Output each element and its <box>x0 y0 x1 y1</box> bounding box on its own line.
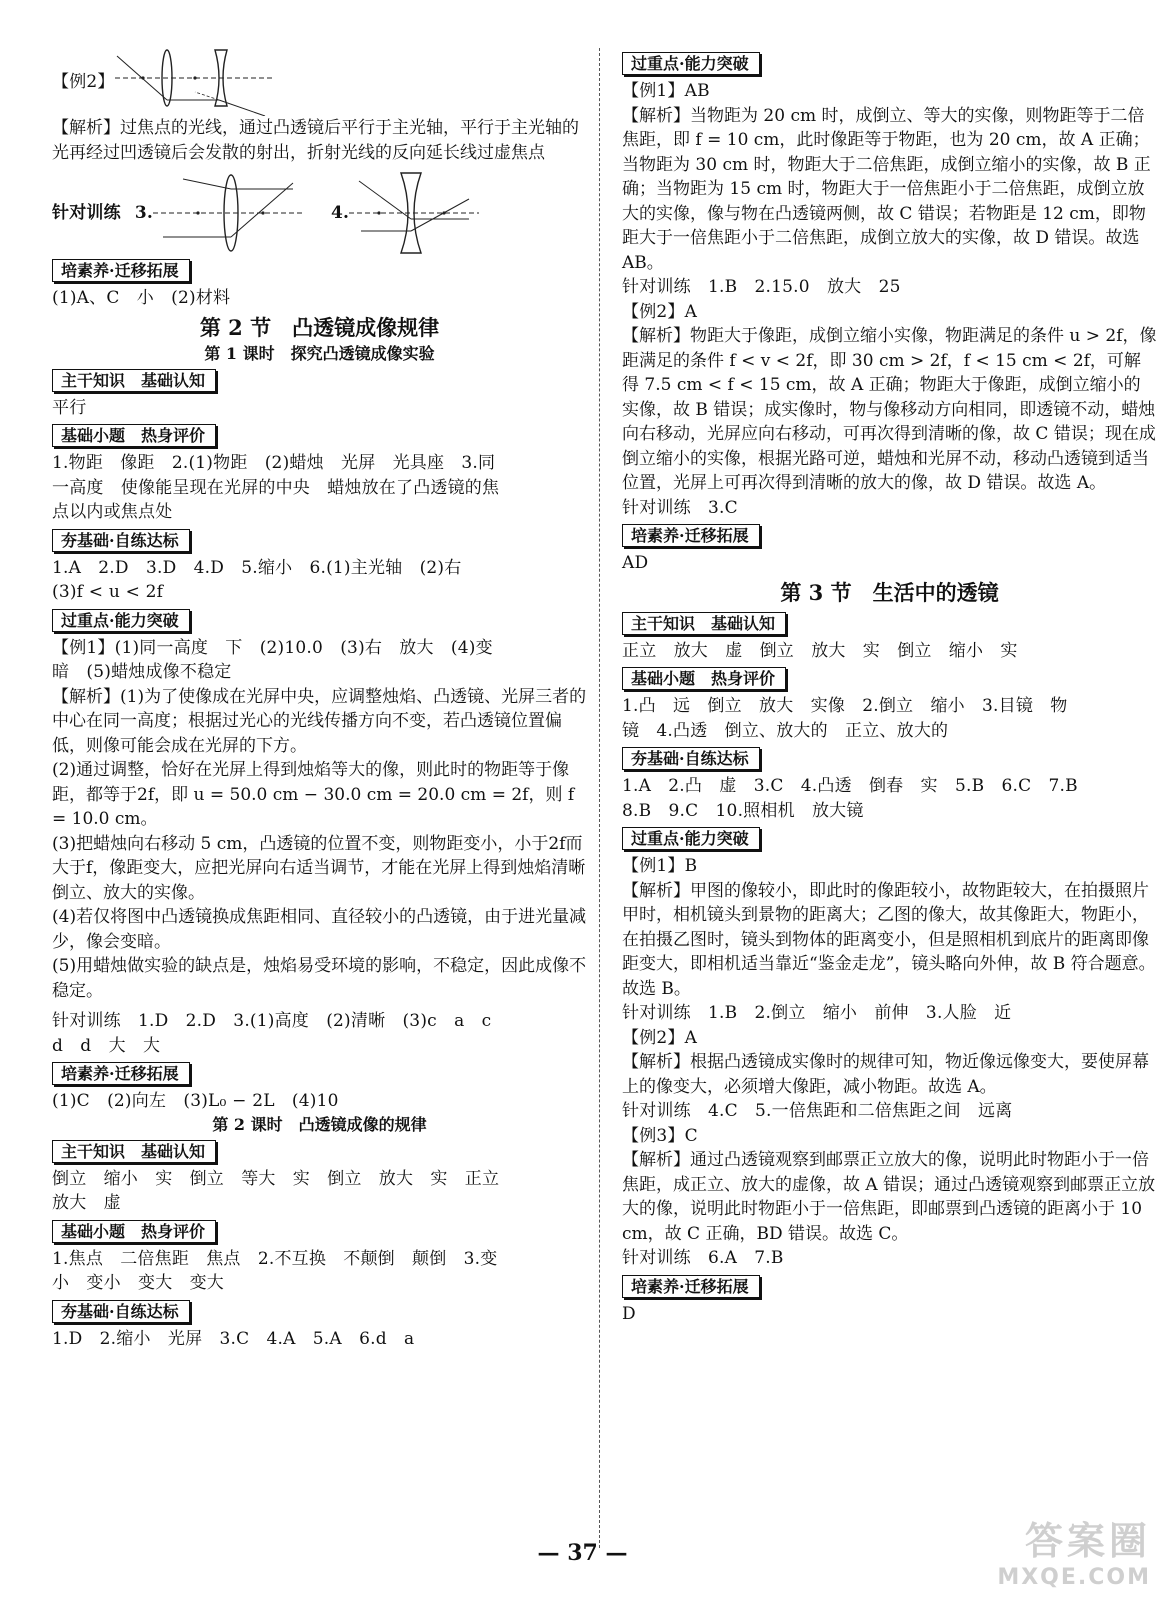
jichu-line: 一高度 使像能呈现在光屏的中央 蜡烛放在了凸透镜的焦 <box>52 477 500 498</box>
example-1-analysis: (2)通过调整，恰好在光屏上得到烛焰等大的像，则此时的物距等于像距，都等于2f，即 u = 50.0 cm − 30.0 cm = 20.0 cm = 2f，则 f = 10.0 cm。 <box>52 760 575 829</box>
training-answers: d d 大 大 <box>52 1035 161 1056</box>
jichu-line: 小 变小 变大 变大 <box>52 1273 224 1293</box>
peiyang-answer: (1)C (2)向左 (3)L₀ − 2L (4)10 <box>52 1091 339 1111</box>
duoji-line: 1.D 2.缩小 光屏 3.C 4.A 5.A 6.d a <box>52 1328 415 1349</box>
section-box-peiyang: 培素养·迁移拓展 <box>52 259 190 282</box>
zhugan-answer: 平行 <box>52 397 87 418</box>
zhugan-answer: 倒立 缩小 实 倒立 等大 实 倒立 放大 实 正立 <box>52 1168 500 1189</box>
training-answers: 针对训练 1.D 2.D 3.(1)高度 (2)清晰 (3)c a c <box>52 1011 492 1031</box>
section-box-guozhong: 过重点·能力突破 <box>622 52 760 75</box>
section-box-zhugan: 主干知识 基础认知 <box>52 1140 216 1163</box>
section-box-jichu: 基础小题 热身评价 <box>52 424 216 447</box>
section-box-guozhong: 过重点·能力突破 <box>622 827 760 850</box>
training-label: 针对训练 <box>52 202 121 223</box>
example-3-answer: 【例3】C <box>622 1125 698 1146</box>
training-answers: 针对训练 1.B 2.倒立 缩小 前伸 3.人脸 近 <box>622 1003 1012 1023</box>
section-box-duoji: 夯基础·自练达标 <box>52 529 190 552</box>
example-1-answer: 【例1】B <box>622 856 698 876</box>
example-1-analysis: (3)把蜡烛向右移动 5 cm，凸透镜的位置不变，则物距变小，小于2f而大于f，像距变大，应把光屏向右适当调节，才能在光屏上得到烛焰清晰倒立、放大的实像。 <box>52 833 586 903</box>
section-box-zhugan: 主干知识 基础认知 <box>52 369 216 392</box>
example-1-answer: 【例1】AB <box>622 81 710 101</box>
left-column <box>52 48 587 1351</box>
duoji-line: 1.A 2.D 3.D 4.D 5.缩小 6.(1)主光轴 (2)右 <box>52 557 462 578</box>
watermark-text: 答案圈 <box>1024 1519 1151 1563</box>
jichu-line: 点以内或焦点处 <box>52 502 173 522</box>
example-2-answer: 【例2】A <box>622 1027 698 1048</box>
example-2-analysis: 【解析】过焦点的光线，通过凸透镜后平行于主光轴，平行于主光轴的光再经过凹透镜后会发散的射出，折射光线的反向延长线过虚焦点 <box>52 118 579 163</box>
zhugan-answer: 放大 虚 <box>52 1193 121 1213</box>
section-box-duoji: 夯基础·自练达标 <box>622 747 760 770</box>
training-4-concave-lens-diagram <box>349 171 479 255</box>
example-3-analysis: 【解析】通过凸透镜观察到邮票正立放大的像，说明此时物距小于一倍焦距，成正立、放大的虚像，故 A 错误；通过凸透镜观察到邮票正立放大的像，说明此时物距小于一倍焦距，即邮票到凸透镜的距离小于 10 cm，故 C 正确，BD 错误。故选 C。 <box>622 1150 1156 1244</box>
targeted-training-figures <box>52 171 587 255</box>
section-box-peiyang: 培素养·迁移拓展 <box>52 1062 190 1085</box>
example-2-label: 【例2】 <box>52 71 115 92</box>
training-item-4: 4. <box>330 202 350 223</box>
zhugan-answer: 正立 放大 虚 倒立 放大 实 倒立 缩小 实 <box>622 640 1018 661</box>
example-2-ray-diagram <box>115 48 275 116</box>
section-box-zhugan: 主干知识 基础认知 <box>622 612 786 635</box>
page-number: — 37 — <box>537 1540 628 1566</box>
training-answers: 针对训练 3.C <box>622 497 738 518</box>
right-column <box>622 48 1157 1326</box>
peiyang-answer: AD <box>622 553 649 573</box>
example-1-analysis: 【解析】当物距为 20 cm 时，成倒立、等大的实像，则物距等于二倍焦距，即 f = 10 cm，此时像距等于物距，也为 20 cm，故 A 正确；当物距为 30 cm 时，物距大于二倍焦距，成倒立缩小的实像，故 B 正确；当物距为 15 cm 时，物距大于一倍焦距小于二倍焦距，成倒立放大的实像，像与物在凸透镜两侧，故 C 错误；若物距是 12 cm，即物距大于一倍焦距小于二倍焦距，成倒立放大的实像，故 D 错误。故选 AB。 <box>622 105 1151 273</box>
training-item-3: 3. <box>134 202 153 223</box>
section-box-guozhong: 过重点·能力突破 <box>52 609 190 632</box>
section-box-duoji: 夯基础·自练达标 <box>52 1300 190 1323</box>
training-answers: 针对训练 4.C 5.一倍焦距和二倍焦距之间 远离 <box>622 1101 1013 1121</box>
peiyang-answer: D <box>622 1303 636 1324</box>
example-1-analysis: (5)用蜡烛做实验的缺点是，烛焰易受环境的影响，不稳定，因此成像不稳定。 <box>52 956 587 1001</box>
training-3-convex-lens-diagram <box>153 171 303 255</box>
watermark-url: MXQE.COM <box>997 1565 1151 1590</box>
example-2-row <box>52 48 587 116</box>
section-box-peiyang: 培素养·迁移拓展 <box>622 1275 760 1298</box>
example-1-analysis: 【解析】(1)为了使像成在光屏中央，应调整烛焰、凸透镜、光屏三者的中心在同一高度；根据过光心的光线传播方向不变，若凸透镜位置偏低，则像可能会成在光屏的下方。 <box>52 686 587 756</box>
section-2-title: 第 2 节 凸透镜成像规律 <box>199 314 440 340</box>
jichu-line: 镜 4.凸透 倒立、放大的 正立、放大的 <box>622 720 949 741</box>
example-2-analysis: 【解析】物距大于像距，成倒立缩小实像，物距满足的条件 u > 2f，像距满足的条件 f < v < 2f，即 30 cm > 2f，f < 15 cm < 2f，可解得 7.5 cm < f < 15 cm，故 A 正确；物距大于像距，成倒立缩小的实像，故 B 错误；成实像时，物与像移动方向相同，即透镜不动，蜡烛向右移动，光屏应向右移动，可再次得到清晰的像，故 C 错误；现在成倒立缩小的实像，根据光路可逆，蜡烛和光屏不动，移动凸透镜到适当位置，光屏上可再次得到清晰的放大的像，故 D 错误。故选 A。 <box>622 326 1157 493</box>
section-box-peiyang: 培素养·迁移拓展 <box>622 524 760 547</box>
jichu-line: 1.焦点 二倍焦距 焦点 2.不互换 不颠倒 颠倒 3.变 <box>52 1248 498 1269</box>
example-1-answer: 暗 (5)蜡烛成像不稳定 <box>52 662 232 682</box>
duoji-line: (3)f < u < 2f <box>52 582 164 602</box>
example-2-answer: 【例2】A <box>622 301 698 322</box>
jichu-line: 1.物距 像距 2.(1)物距 (2)蜡烛 光屏 光具座 3.同 <box>52 453 496 473</box>
section-3-title: 第 3 节 生活中的透镜 <box>780 579 999 605</box>
duoji-line: 1.A 2.凸 虚 3.C 4.凸透 倒春 实 5.B 6.C 7.B <box>622 776 1078 796</box>
watermark-logo <box>997 1510 1151 1590</box>
lesson-1-title: 第 1 课时 探究凸透镜成像实验 <box>204 343 435 363</box>
peiyang-answer: (1)A、C 小 (2)材料 <box>52 288 231 308</box>
jichu-line: 1.凸 远 倒立 放大 实像 2.倒立 缩小 3.目镜 物 <box>622 696 1068 716</box>
lesson-2-title: 第 2 课时 凸透镜成像的规律 <box>212 1114 427 1134</box>
training-answers: 针对训练 6.A 7.B <box>622 1248 784 1268</box>
example-1-analysis: (4)若仅将图中凸透镜换成焦距相同、直径较小的凸透镜，由于进光量减少，像会变暗。 <box>52 907 587 952</box>
training-answers: 针对训练 1.B 2.15.0 放大 25 <box>622 277 901 297</box>
example-1-analysis: 【解析】甲图的像较小，即此时的像距较小，故物距较大，在拍摄照片甲时，相机镜头到景物的距离大；乙图的像大，故其像距大，物距小，在拍摄乙图时，镜头到物体的距离变小，但是照相机到底片的距离即像距变大，即相机适当靠近“鉴金走龙”，镜头略向外伸，故 B 符合题意。故选 B。 <box>622 880 1156 999</box>
duoji-line: 8.B 9.C 10.照相机 放大镜 <box>622 800 864 821</box>
section-box-jichu: 基础小题 热身评价 <box>52 1220 216 1243</box>
example-2-analysis: 【解析】根据凸透镜成实像时的规律可知，物近像远像变大，要使屏幕上的像变大，必须增大像距，减小物距。故选 A。 <box>622 1052 1149 1097</box>
example-1-answer: 【例1】(1)同一高度 下 (2)10.0 (3)右 放大 (4)变 <box>52 637 493 658</box>
section-box-jichu: 基础小题 热身评价 <box>622 667 786 690</box>
column-divider <box>599 48 600 1548</box>
